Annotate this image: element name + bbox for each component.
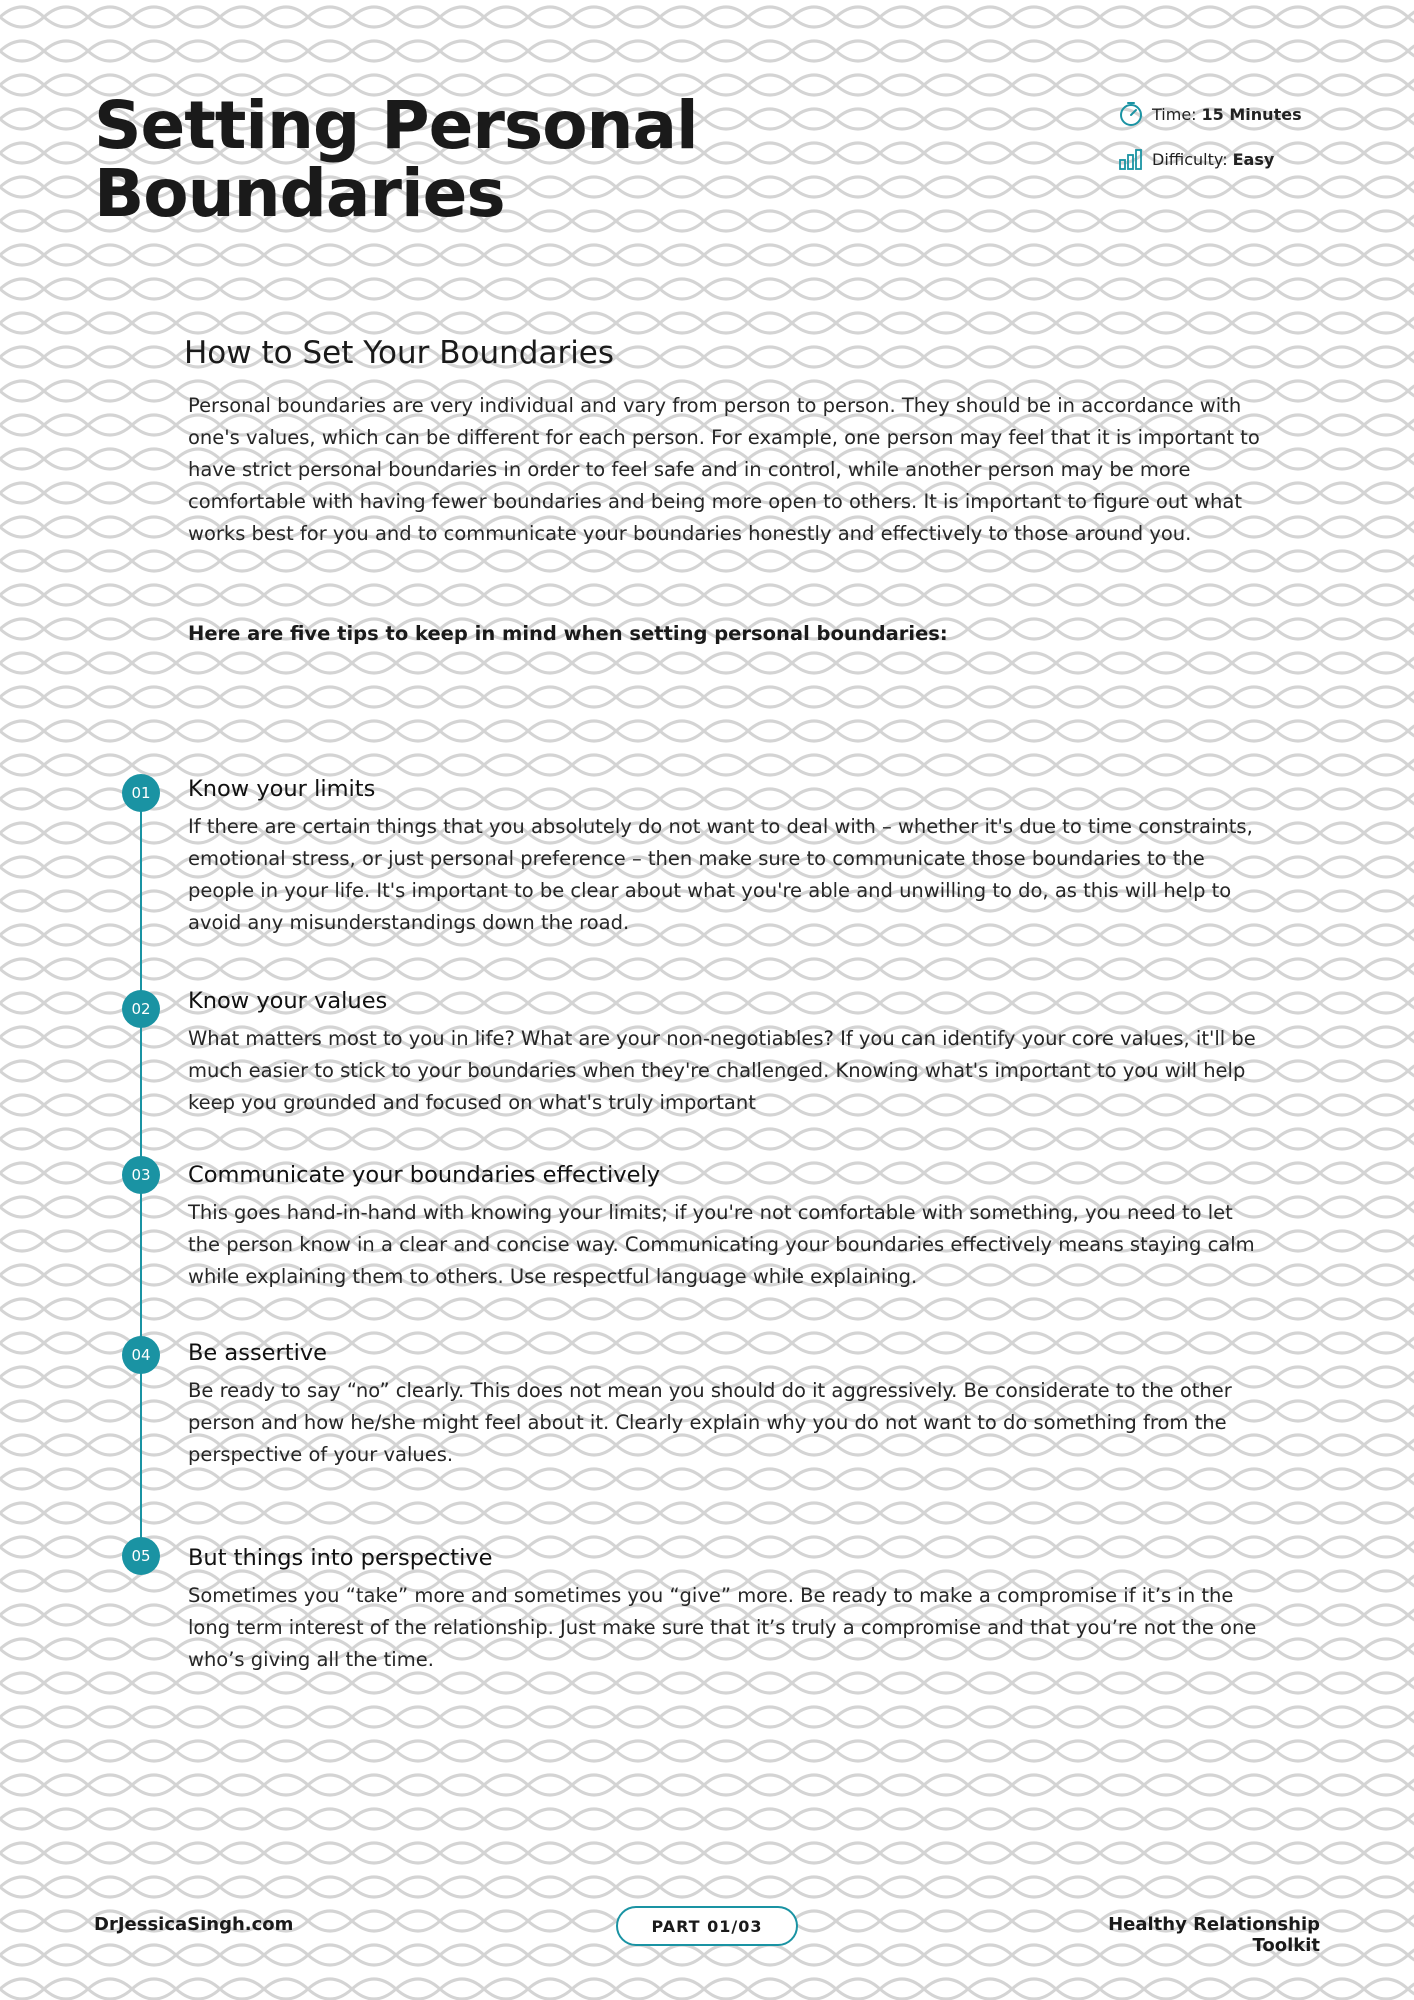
intro-paragraph: Personal boundaries are very individual and vary from person to person. They should be in accordance with one's values, which can be different for each person. For example, one person may feel that it is important to have strict personal boundaries in order to feel safe and in control, while another person may be more comfortable with having fewer boundaries and being more open to others. It is important to figure out what works best for you and to communicate your boundaries honestly and effectively to those around you.: [188, 394, 1260, 545]
step-number-5: 05: [122, 1537, 160, 1575]
tip-text-1: If there are certain things that you absolutely do not want to deal with – whether it's due to time constraints, emotional stress, or just personal preference – then make sure to communicate those boundaries to the people in your life. It's important to be clear about what you're able and unwilling to do, as this will help to avoid any misunderstandings down the road.: [188, 815, 1253, 934]
stopwatch-icon: [1118, 101, 1144, 127]
time-label: Time:: [1152, 104, 1197, 124]
page-title: [94, 87, 854, 232]
difficulty-value: Easy: [1232, 149, 1275, 169]
tip-title-1: Know your limits: [188, 776, 376, 802]
footer-toolkit-name: Healthy Relationship Toolkit: [1108, 1914, 1320, 1956]
tip-title-5: But things into perspective: [188, 1545, 493, 1571]
tip-text-2: What matters most to you in life? What are your non-negotiables? If you can identify your core values, it'll be much easier to stick to your boundaries when they're challenged. Knowing what's important to you will help keep you grounded and focused on what's truly important: [188, 1027, 1256, 1114]
tip-text-4: Be ready to say “no” clearly. This does not mean you should do it aggressively. Be considerate to the other person and how he/she might feel about it. Clearly explain why you do not want to do something from the perspective of your values.: [188, 1379, 1232, 1466]
step-number-2: 02: [122, 990, 160, 1028]
tip-text-3: This goes hand-in-hand with knowing your limits; if you're not comfortable with something, you need to let the person know in a clear and concise way. Communicating your boundaries effectively means staying calm while explaining them to others. Use respectful language while explaining.: [188, 1201, 1255, 1288]
step-number-3: 03: [122, 1156, 160, 1194]
section-heading: How to Set Your Boundaries: [184, 335, 615, 371]
tip-text-5: Sometimes you “take” more and sometimes you “give” more. Be ready to make a compromise if it’s in the long term interest of the relationship. Just make sure that it’s truly a compromise and that you’re not the one who’s giving all the time.: [188, 1584, 1257, 1671]
difficulty-label: Difficulty:: [1152, 149, 1228, 169]
tips-lead: Here are five tips to keep in mind when setting personal boundaries:: [188, 622, 948, 645]
time-value: 15 Minutes: [1201, 104, 1302, 124]
title-line-1: Setting Personal: [94, 87, 698, 164]
footer-website: DrJessicaSingh.com: [94, 1914, 294, 1935]
title-line-2: Boundaries: [94, 155, 505, 232]
tip-title-3: Communicate your boundaries effectively: [188, 1162, 661, 1188]
tip-title-4: Be assertive: [188, 1340, 327, 1366]
part-indicator: PART 01/03: [616, 1906, 798, 1946]
time-info: [1118, 101, 1398, 127]
step-number-4: 04: [122, 1336, 160, 1374]
tip-title-2: Know your values: [188, 988, 388, 1014]
step-number-1: 01: [122, 774, 160, 812]
bar-chart-icon: [1118, 146, 1144, 172]
difficulty-info: [1118, 146, 1398, 172]
